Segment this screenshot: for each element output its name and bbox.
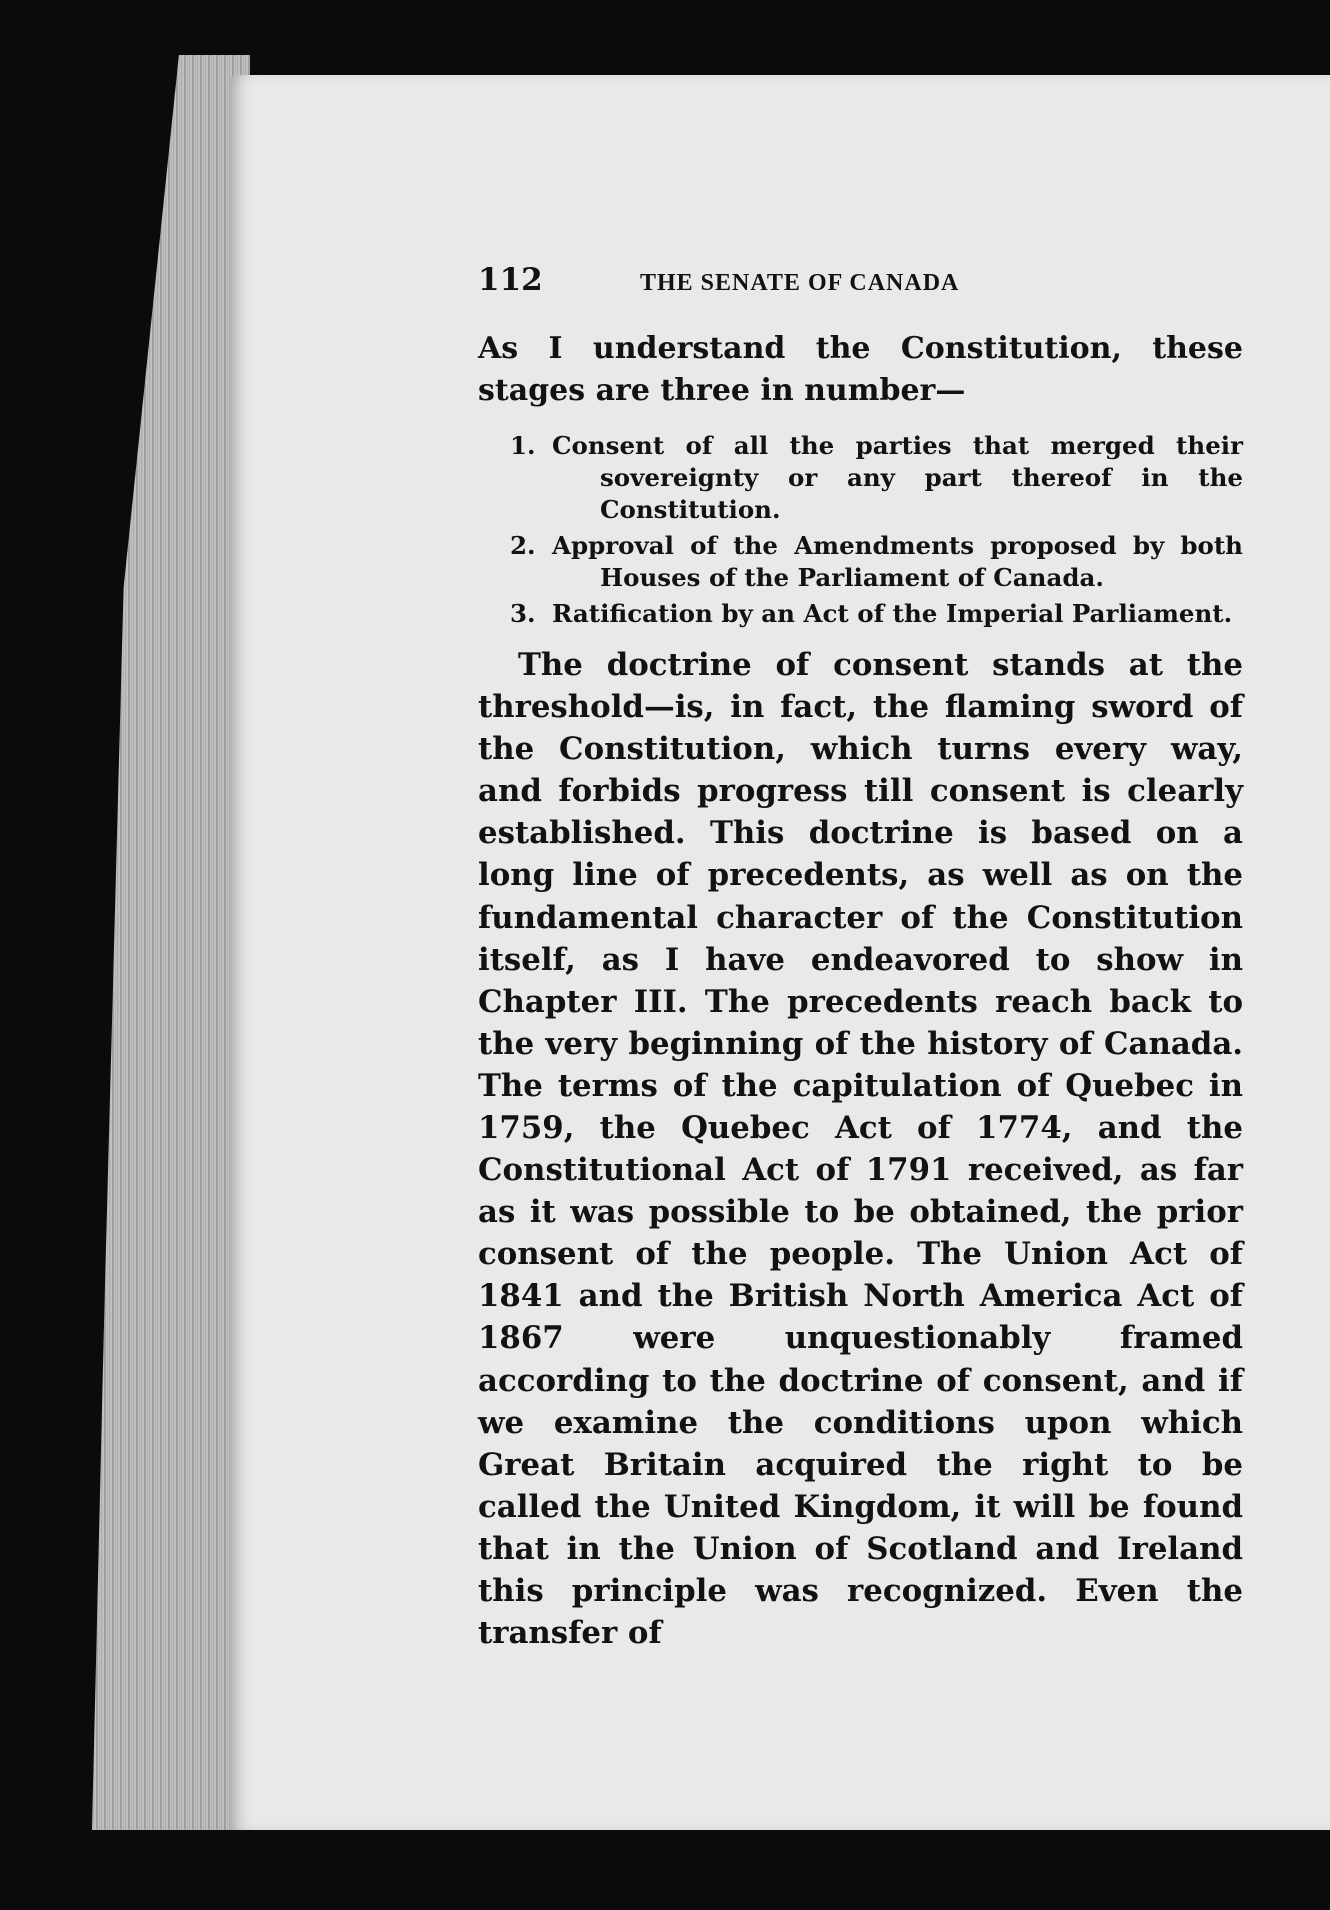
list-item [510, 430, 1243, 525]
running-title: THE SENATE OF CANADA [640, 270, 960, 296]
page-content [478, 262, 1243, 1654]
list-item-number: 2. [510, 531, 536, 561]
intro-paragraph: As I understand the Constitution, these stages are three in number— [478, 331, 1243, 409]
list-item-text: Ratification by an Act of the Imperial Parliament. [552, 599, 1233, 629]
book-page-edges [92, 55, 250, 1830]
page-number: 112 [478, 262, 543, 298]
list-item [510, 598, 1243, 630]
running-head [478, 262, 1243, 312]
stages-list [510, 430, 1243, 630]
list-item-number: 3. [510, 599, 536, 629]
list-item-number: 1. [510, 431, 536, 461]
body-paragraph: The doctrine of consent stands at the threshold—is, in fact, the flaming sword of the Constitution, which turns every way, and forbids progress till consent is clearly established. This doctrine is based on a long line of precedents, as well as on the fundamental character of the Constitution itself, as I have endeavored to show in Chapter III. The precedents reach back to the very beginning of the history of Canada. The terms of the capitulation of Quebec in 1759, the Quebec Act of 1774, and the Constitutional Act of 1791 received, as far as it was possible to be obtained, the prior consent of the people. The Union Act of 1841 and the British North America Act of 1867 were unquestionably framed according to the doctrine of consent, and if we examine the conditions upon which Great Britain acquired the right to be called the United Kingdom, it will be found that in the Union of Scotland and Ireland this principle was recognized. Even the transfer of [478, 646, 1243, 1652]
list-item [510, 530, 1243, 593]
list-item-text: Consent of all the parties that merged their sovereignty or any part thereof in the Constitution. [552, 431, 1243, 524]
list-item-text: Approval of the Amendments proposed by both Houses of the Parliament of Canada. [552, 531, 1243, 592]
